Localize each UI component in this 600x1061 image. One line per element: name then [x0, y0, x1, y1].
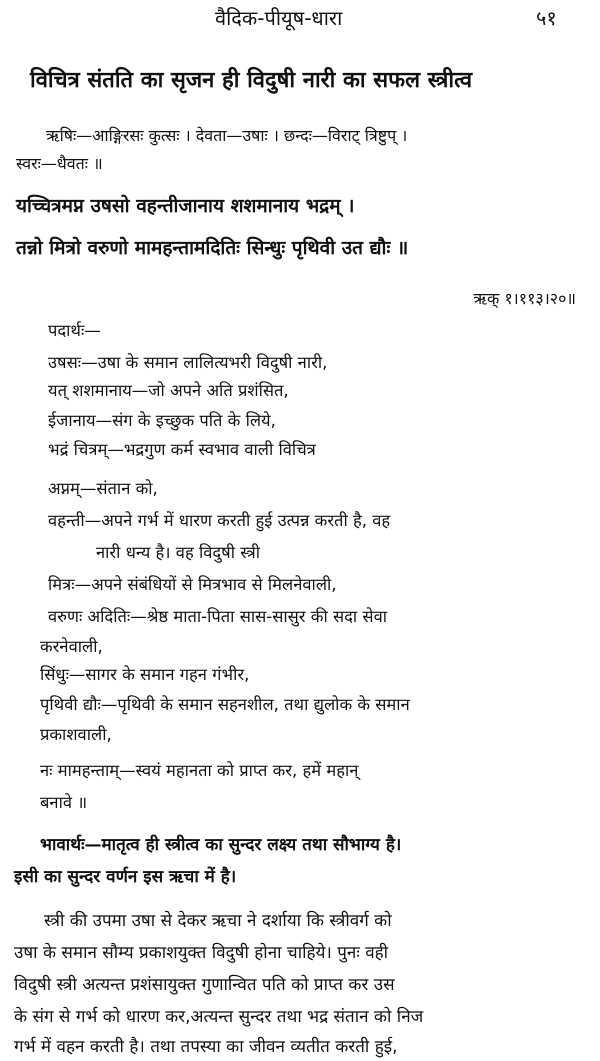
- padartha-line: पृथिवी द्यौः—पृथिवी के समान सहनशील, तथा द्युलोक के समान: [40, 695, 410, 714]
- bhavartha-line-2: इसी का सुन्दर वर्णन इस ऋचा में है।: [14, 867, 237, 887]
- padartha-line: भद्रं चित्रम्—भद्रगुण कर्म स्वभाव वाली विचित्र: [48, 440, 316, 459]
- padartha-line: अप्नम्—संतान को,: [48, 479, 158, 498]
- meta-line-rishi: ऋषिः—आङ्गिरसः कुत्सः । देवता—उषाः । छन्दः—विराट् त्रिष्टुप् ।: [46, 126, 408, 145]
- section-title: विचित्र संतति का सृजन ही विदुषी नारी का सफल स्त्रीत्व: [30, 68, 473, 93]
- mantra-line-2: तन्नो मित्रो वरुणो मामहन्तामदितिः सिन्धुः पृथिवी उत द्यौः ॥: [16, 237, 409, 259]
- bhavartha-line-1: भावार्थः—मातृत्व ही स्त्रीत्व का सुन्दर लक्ष्य तथा सौभाग्य है।: [40, 835, 402, 855]
- mantra-reference: ऋक् १।११३।२०॥: [473, 289, 576, 308]
- padartha-heading: पदार्थः—: [48, 321, 101, 340]
- paragraph-line: विदुषी स्त्री अत्यन्त प्रशंसायुक्त गुणान्वित पति को प्राप्त कर उस: [14, 975, 395, 995]
- padartha-line: प्रकाशवाली,: [40, 725, 112, 744]
- padartha-line: सिंधुः—सागर के समान गहन गंभीर,: [40, 665, 250, 684]
- paragraph-line: गर्भ में वहन करती है। तथा तपस्या का जीवन व्यतीत करती हुई,: [14, 1037, 398, 1057]
- mantra-line-1: यच्चित्रमप्न उषसो वहन्तीजानाय शशमानाय भद्रम् ।: [16, 195, 355, 217]
- paragraph-line: के संग से गर्भ को धारण कर,अत्यन्त सुन्दर तथा भद्र संतान को निज: [14, 1007, 424, 1027]
- running-title: वैदिक-पीयूष-धारा: [215, 6, 343, 30]
- padartha-line: उषसः—उषा के समान लालित्यभरी विदुषी नारी,: [48, 353, 328, 372]
- padartha-line: वरुणः अदितिः—श्रेष्ठ माता-पिता सास-सासुर की सदा सेवा: [48, 607, 388, 626]
- padartha-line: वहन्ती—अपने गर्भ में धारण करती हुई उत्पन्न करती है, वह: [48, 511, 391, 530]
- paragraph-line: उषा के समान सौम्य प्रकाशयुक्त विदुषी होना चाहिये। पुनः वही: [14, 943, 389, 963]
- padartha-line: बनावे ॥: [40, 793, 88, 812]
- padartha-line: करनेवाली,: [40, 637, 103, 656]
- padartha-line: नारी धन्य है। वह विदुषी स्त्री: [96, 543, 261, 562]
- padartha-line: ईजानाय—संग के इच्छुक पति के लिये,: [48, 411, 276, 430]
- padartha-line: नः मामहन्ताम्—स्वयं महानता को प्राप्त कर, हमें महान्: [40, 761, 359, 780]
- paragraph-line: स्त्री की उपमा उषा से देकर ऋचा ने दर्शाया कि स्त्रीवर्ग को: [44, 911, 392, 931]
- page-number: ५१: [536, 6, 557, 30]
- padartha-line: यत् शशमानाय—जो अपने अति प्रशंसित,: [48, 381, 289, 400]
- meta-line-svara: स्वरः—धैवतः ॥: [16, 154, 103, 173]
- padartha-line: मित्रः—अपने संबंधियों से मित्रभाव से मिलनेवाली,: [48, 575, 337, 594]
